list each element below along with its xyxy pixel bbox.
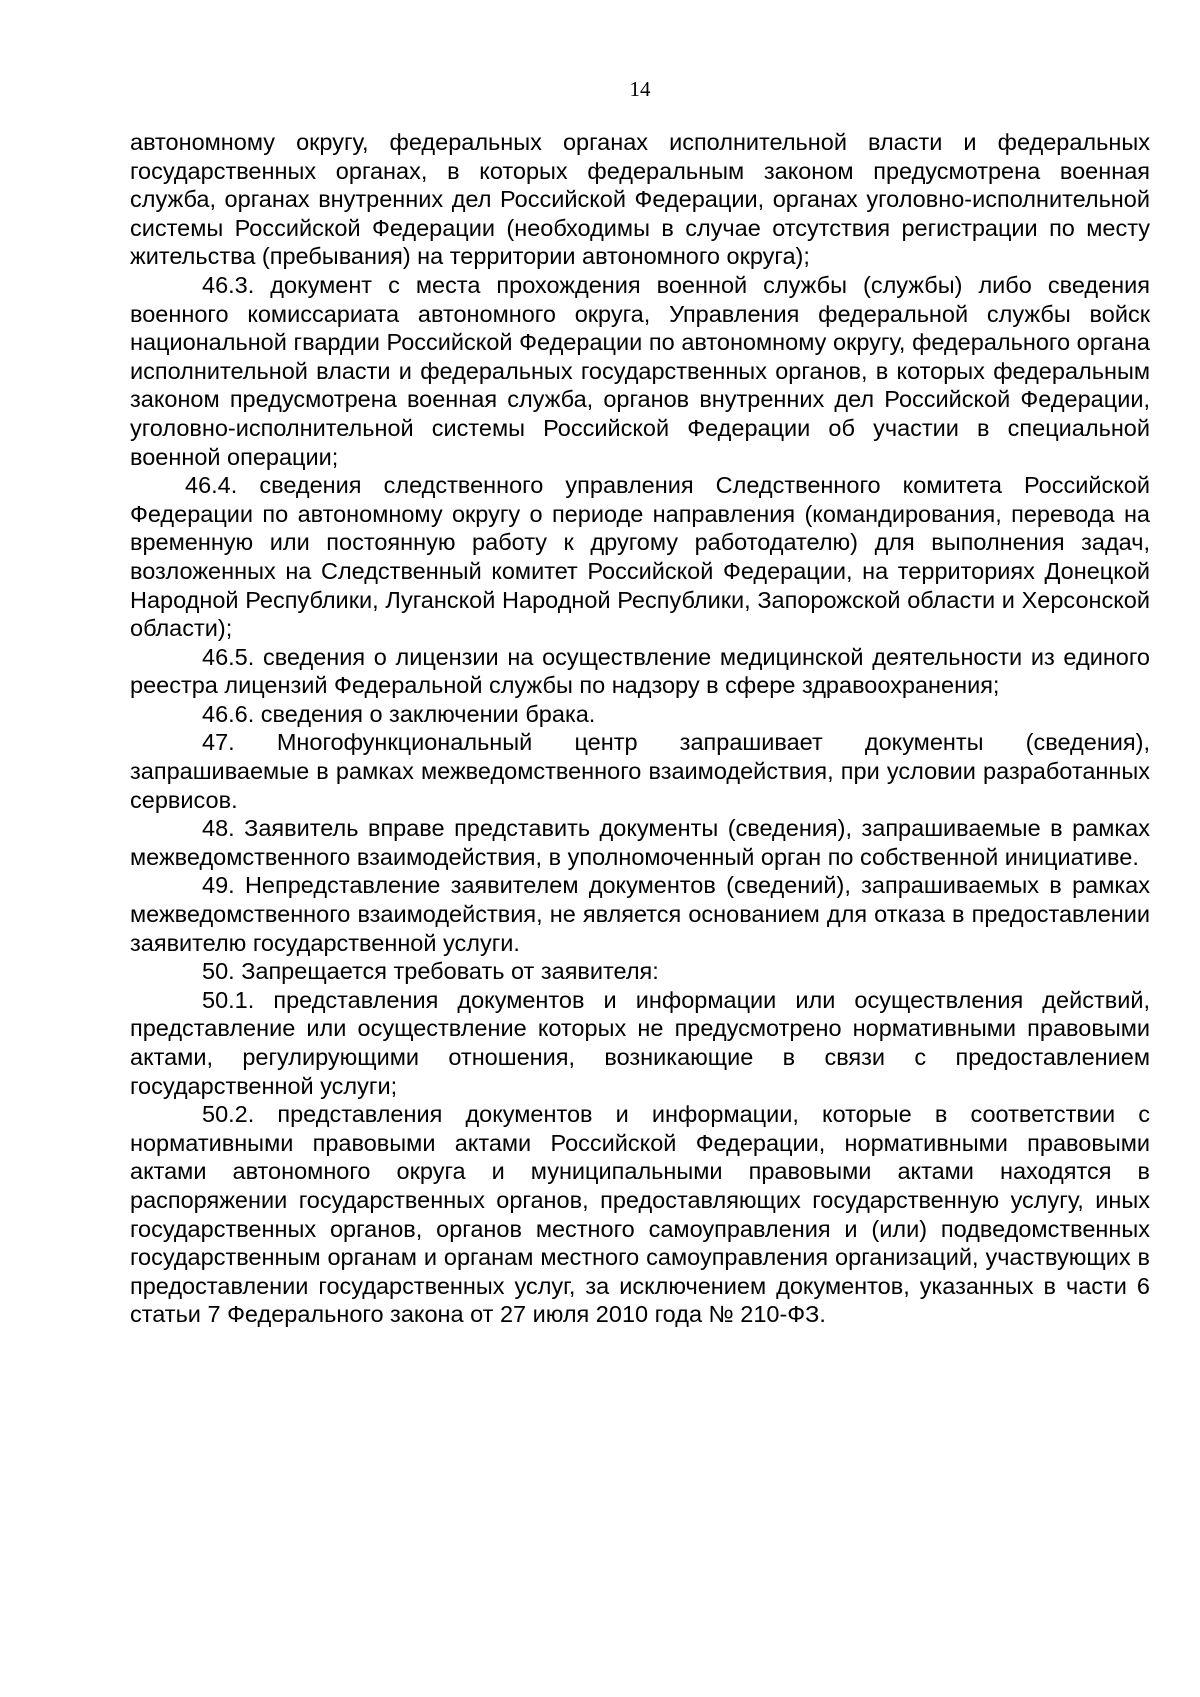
paragraph-49: 49. Непредставление заявителем документов (сведений), запрашиваемых в рамках межведомственного взаимодействия, не является основанием для отказа в предоставлении заявителю государственной услуги. <box>130 872 1150 956</box>
paragraph-46-3: 46.3. документ с места прохождения военной службы (службы) либо сведения военного комиссариата автономного округа, Управления федеральной службы войск национальной гвардии Российской Федерации по автономному округу, федерального органа исполнительной власти и федеральных государственных органов, в которых федеральным законом предусмотрена военная служба, органов внутренних дел Российской Федерации, уголовно-исполнительной системы Российской Федерации об участии в специальной военной операции; <box>130 271 1150 470</box>
paragraph-46-5: 46.5. сведения о лицензии на осуществление медицинской деятельности из единого реестра лицензий Федеральной службы по надзору в сфере здравоохранения; <box>130 643 1150 699</box>
paragraph-46-4: 46.4. сведения следственного управления Следственного комитета Российской Федерации по автономному округу о периоде направления (командирования, перевода на временную или постоянную работу к другому работодателю) для выполнения задач, возложенных на Следственный комитет Российской Федерации, на территориях Донецкой Народной Республики, Луганской Народной Республики, Запорожской области и Херсонской области); <box>130 472 1150 642</box>
paragraph-50-2: 50.2. представления документов и информации, которые в соответствии с нормативными правовыми актами Российской Федерации, нормативными правовыми актами автономного округа и муниципальными правовыми актами находятся в распоряжении государственных органов, предоставляющих государственную услугу, иных государственных органов, органов местного самоуправления и (или) подведомственных государственным органам и органам местного самоуправления организаций, участвующих в предоставлении государственных услуг, за исключением документов, указанных в части 6 статьи 7 Федерального закона от 27 июля 2010 года № 210-ФЗ. <box>130 1101 1150 1328</box>
paragraph-48: 48. Заявитель вправе представить документы (сведения), запрашиваемые в рамках межведомственного взаимодействия, в уполномоченный орган по собственной инициативе. <box>130 815 1150 870</box>
paragraph-continuation: автономному округу, федеральных органах исполнительной власти и федеральных государственных органах, в которых федеральным законом предусмотрена военная служба, органах внутренних дел Российской Федерации, органах уголовно-исполнительной системы Российской Федерации (необходимы в случае отсутствия регистрации по месту жительства (пребывания) на территории автономного округа); <box>130 129 1150 270</box>
document-body <box>130 128 1150 1329</box>
paragraph-50-1: 50.1. представления документов и информации или осуществления действий, представление или осуществление которых не предусмотрено нормативными правовыми актами, регулирующими отношения, возникающие в связи с предоставлением государственной услуги; <box>130 986 1150 1099</box>
paragraph-50: 50. Запрещается требовать от заявителя: <box>202 958 659 985</box>
paragraph-46-6: 46.6. сведения о заключении брака. <box>202 700 596 727</box>
page-number: 14 <box>629 77 651 101</box>
paragraph-47: 47. Многофункциональный центр запрашивает документы (сведения), запрашиваемые в рамках межведомственного взаимодействия, при условии разработанных сервисов. <box>130 729 1150 813</box>
